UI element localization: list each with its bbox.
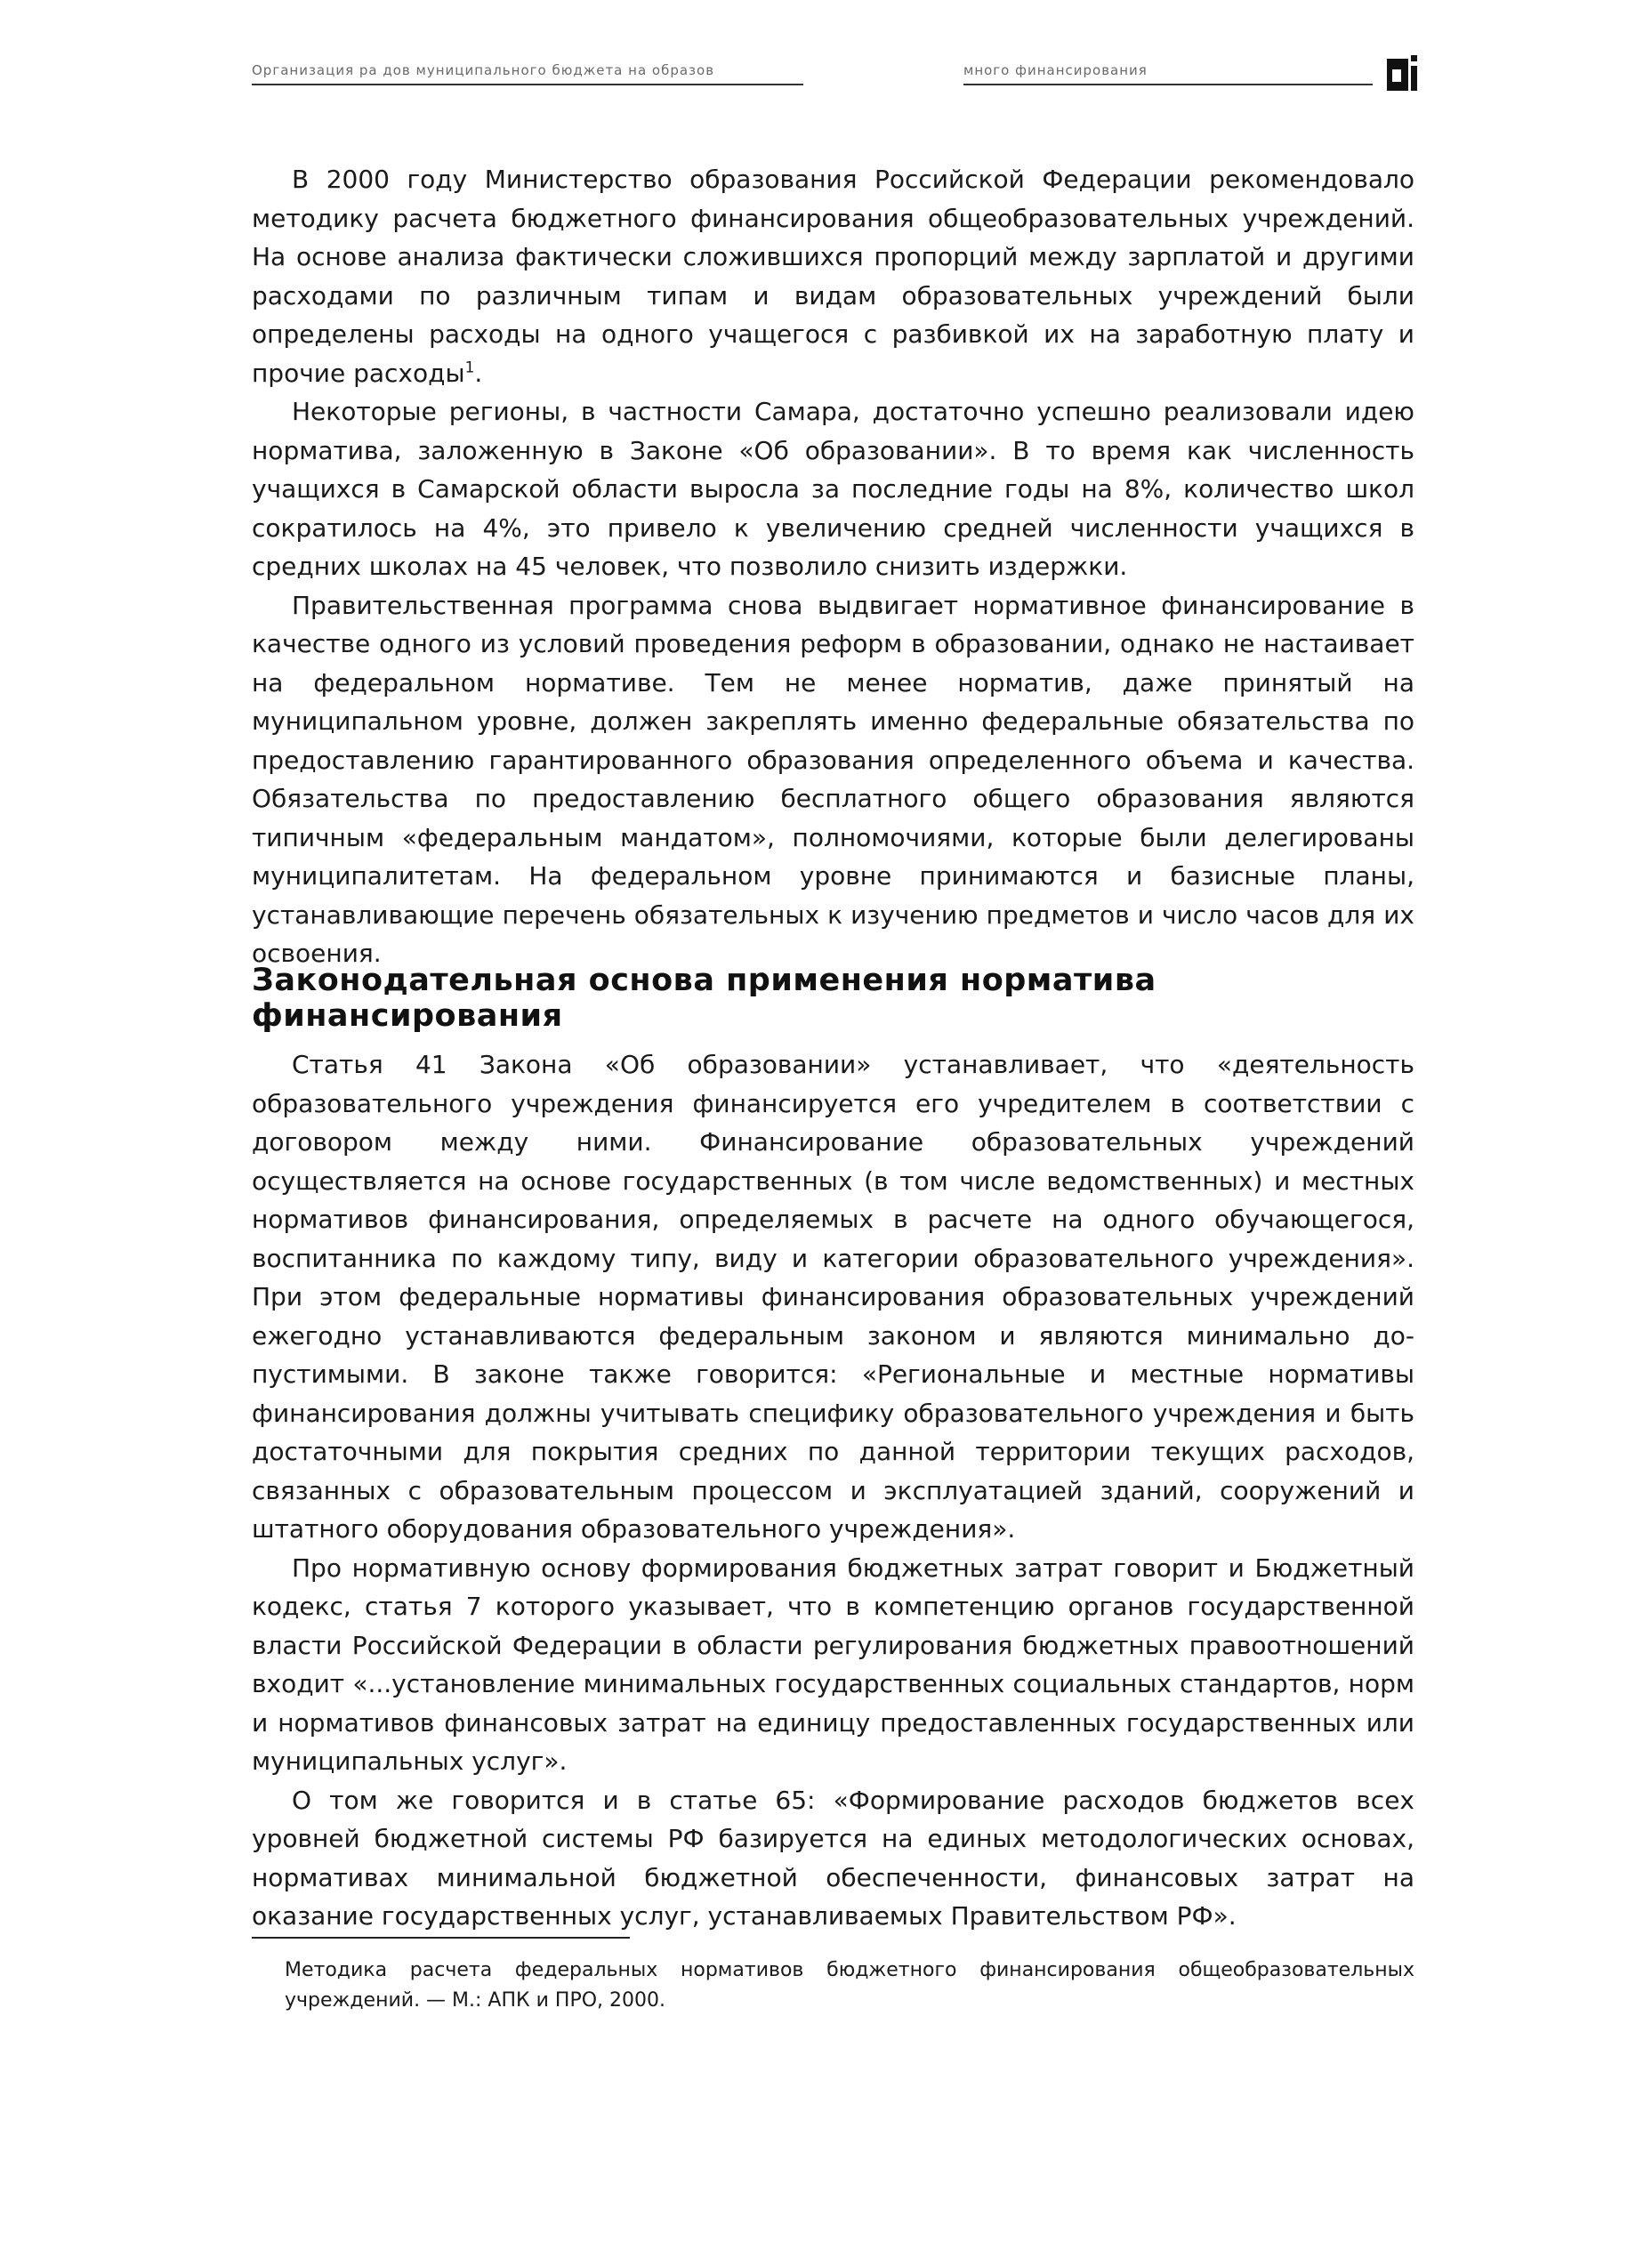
paragraph-text: В 2000 году Министерство образования Российской Федерации рекомендовало методику расчета бюджетного финансирования общеобразовательных учреждений. На основе анализа фактически сложившихся пропорций между зарплатой и другими расходами по различным типам и видам образовательных учреждений были определены расходы на одного учащегося с разбивкой их на заработную плату и прочие расходы: [252, 165, 1414, 388]
paragraph: Статья 41 Закона «Об образовании» устанавливает, что «деятельность образовательного учреждения финансируется его учредителем в соответствии с договором между ними. Финансирование образовательных учреждений осуществляется на основе государственных (в том числе ведомственных) и местных нормативов финансирования, определяемых в расчете на одного обучающегося, воспитанника по каждому типу, виду и категории образовательного учреждения». При этом федеральные нормативы финансирования образовательных учреждений ежегодно устанавливаются федеральным законом и являются минимально допустимыми. В законе также говорится: «Региональные и местные нормативы финансирования должны учитывать специфику образовательного учреждения и быть достаточными для покрытия средних по данной территории текущих расходов, связанных с образовательным процессом и эксплуатацией зданий, сооружений и штатного оборудования образовательного учреждения».: [252, 1050, 1414, 1544]
paragraph: [252, 160, 1414, 392]
body-text-section-1: [252, 160, 1414, 973]
footnote: Методика расчета федеральных нормативов бюджетного финансирования общеобразовательных учреждений. — М.: АПК и ПРО, 2000.: [285, 1959, 1414, 2012]
footnote-divider: [252, 1937, 630, 1939]
publisher-logo-icon: [1387, 55, 1417, 93]
running-head-right: много финансирования: [963, 62, 1373, 85]
paragraph: Правительственная программа снова выдвигает нормативное финансирование в качестве одного из условий проведения реформ в образовании, однако не настаивает на федеральном нормативе. Тем не менее норматив, даже принятый на муниципальном уровне, должен закреплять именно федеральные обязательства по предоставлению гарантированного образования определенного объема и качества. Обязательства по предоставлению бесплатного общего образования являются типичным «федеральным мандатом», полномочиями, которые были делегированы муниципалитетам. На федеральном уровне принимаются и базисные планы, устанавливающие перечень обязательных к изучению предметов и число часов для их освоения.: [252, 590, 1414, 968]
section-heading: Законодательная основа применения норматива финансирования: [252, 963, 1156, 1034]
footnote-reference: 1: [464, 359, 475, 377]
paragraph: Некоторые регионы, в частности Самара, достаточно успешно реализовали идею норматива, заложенную в Законе «Об образовании». В то время как численность учащихся в Самарской области выросла за последние годы на 8%, количество школ сократилось на 4%, это привело к увеличению средней численности учащихся в средних школах на 45 человек, что позволило снизить издержки.: [252, 397, 1414, 581]
paragraph: Про нормативную основу формирования бюджетных затрат говорит и Бюджетный кодекс, статья 7 которого указывает, что в компетенцию органов государственной власти Российской Федерации в области регулирования бюджетных правоотношений входит «...установление минимальных государственных социальных стандартов, норм и нормативов финансовых затрат на единицу предоставленных государственных или муниципальных услуг».: [252, 1552, 1414, 1776]
body-text-section-2: [252, 1045, 1414, 1936]
running-head-left: Организация ра дов муниципального бюджета на образов: [252, 62, 803, 85]
paragraph-end: .: [474, 358, 483, 388]
running-head: [252, 55, 1417, 100]
paragraph: О том же говорится и в статье 65: «Формирование расходов бюджетов всех уровней бюджетной системы РФ базируется на единых методологических основах, нормативах минимальной бюджетной обеспеченности, финансовых затрат на оказание государственных услуг, устанавливаемых Правительством РФ».: [252, 1785, 1414, 1931]
